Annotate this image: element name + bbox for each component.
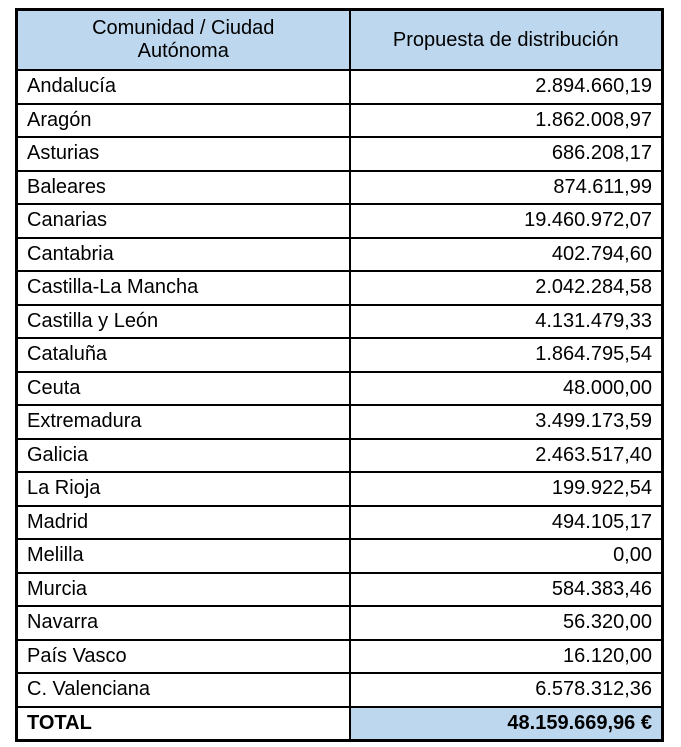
table-row <box>17 640 663 674</box>
distribution-value: 686.208,17 <box>350 137 663 171</box>
distribution-value: 6.578.312,36 <box>350 673 663 707</box>
distribution-value: 3.499.173,59 <box>350 405 663 439</box>
table-row <box>17 673 663 707</box>
distribution-table <box>15 8 664 742</box>
community-name: Castilla-La Mancha <box>17 271 350 305</box>
community-name: C. Valenciana <box>17 673 350 707</box>
table-body <box>17 70 663 707</box>
table-row <box>17 606 663 640</box>
community-name: Madrid <box>17 506 350 540</box>
table-row <box>17 372 663 406</box>
community-name: Cataluña <box>17 338 350 372</box>
community-name: Cantabria <box>17 238 350 272</box>
column-header-community-label: Comunidad / Ciudad Autónoma <box>92 17 275 62</box>
community-name: Canarias <box>17 204 350 238</box>
community-name: País Vasco <box>17 640 350 674</box>
table-row <box>17 338 663 372</box>
community-name: Andalucía <box>17 70 350 104</box>
distribution-value: 48.000,00 <box>350 372 663 406</box>
table-row <box>17 439 663 473</box>
column-header-distribution <box>350 10 663 71</box>
distribution-value: 1.862.008,97 <box>350 104 663 138</box>
table-row <box>17 137 663 171</box>
total-label: TOTAL <box>17 707 350 741</box>
column-header-distribution-label: Propuesta de distribución <box>392 28 619 51</box>
distribution-value: 16.120,00 <box>350 640 663 674</box>
table-header <box>17 10 663 71</box>
distribution-value: 584.383,46 <box>350 573 663 607</box>
distribution-value: 4.131.479,33 <box>350 305 663 339</box>
distribution-value: 199.922,54 <box>350 472 663 506</box>
total-value: 48.159.669,96 € <box>350 707 663 741</box>
distribution-value: 2.894.660,19 <box>350 70 663 104</box>
community-name: Aragón <box>17 104 350 138</box>
table-row <box>17 104 663 138</box>
community-name: Melilla <box>17 539 350 573</box>
table-row <box>17 405 663 439</box>
table-footer <box>17 707 663 741</box>
header-row <box>17 10 663 71</box>
distribution-value: 19.460.972,07 <box>350 204 663 238</box>
table-row <box>17 506 663 540</box>
community-name: Galicia <box>17 439 350 473</box>
distribution-value: 494.105,17 <box>350 506 663 540</box>
community-name: Baleares <box>17 171 350 205</box>
community-name: Murcia <box>17 573 350 607</box>
community-name: Ceuta <box>17 372 350 406</box>
table-row <box>17 539 663 573</box>
table-row <box>17 573 663 607</box>
table-row <box>17 204 663 238</box>
column-header-community <box>17 10 350 71</box>
distribution-value: 2.042.284,58 <box>350 271 663 305</box>
table-row <box>17 171 663 205</box>
distribution-value: 874.611,99 <box>350 171 663 205</box>
table-row <box>17 305 663 339</box>
distribution-value: 0,00 <box>350 539 663 573</box>
table-row <box>17 238 663 272</box>
community-name: Asturias <box>17 137 350 171</box>
table-row <box>17 472 663 506</box>
community-name: Navarra <box>17 606 350 640</box>
distribution-value: 2.463.517,40 <box>350 439 663 473</box>
distribution-value: 56.320,00 <box>350 606 663 640</box>
community-name: Castilla y León <box>17 305 350 339</box>
distribution-value: 402.794,60 <box>350 238 663 272</box>
table-row <box>17 70 663 104</box>
distribution-value: 1.864.795,54 <box>350 338 663 372</box>
community-name: Extremadura <box>17 405 350 439</box>
total-row <box>17 707 663 741</box>
community-name: La Rioja <box>17 472 350 506</box>
table-row <box>17 271 663 305</box>
